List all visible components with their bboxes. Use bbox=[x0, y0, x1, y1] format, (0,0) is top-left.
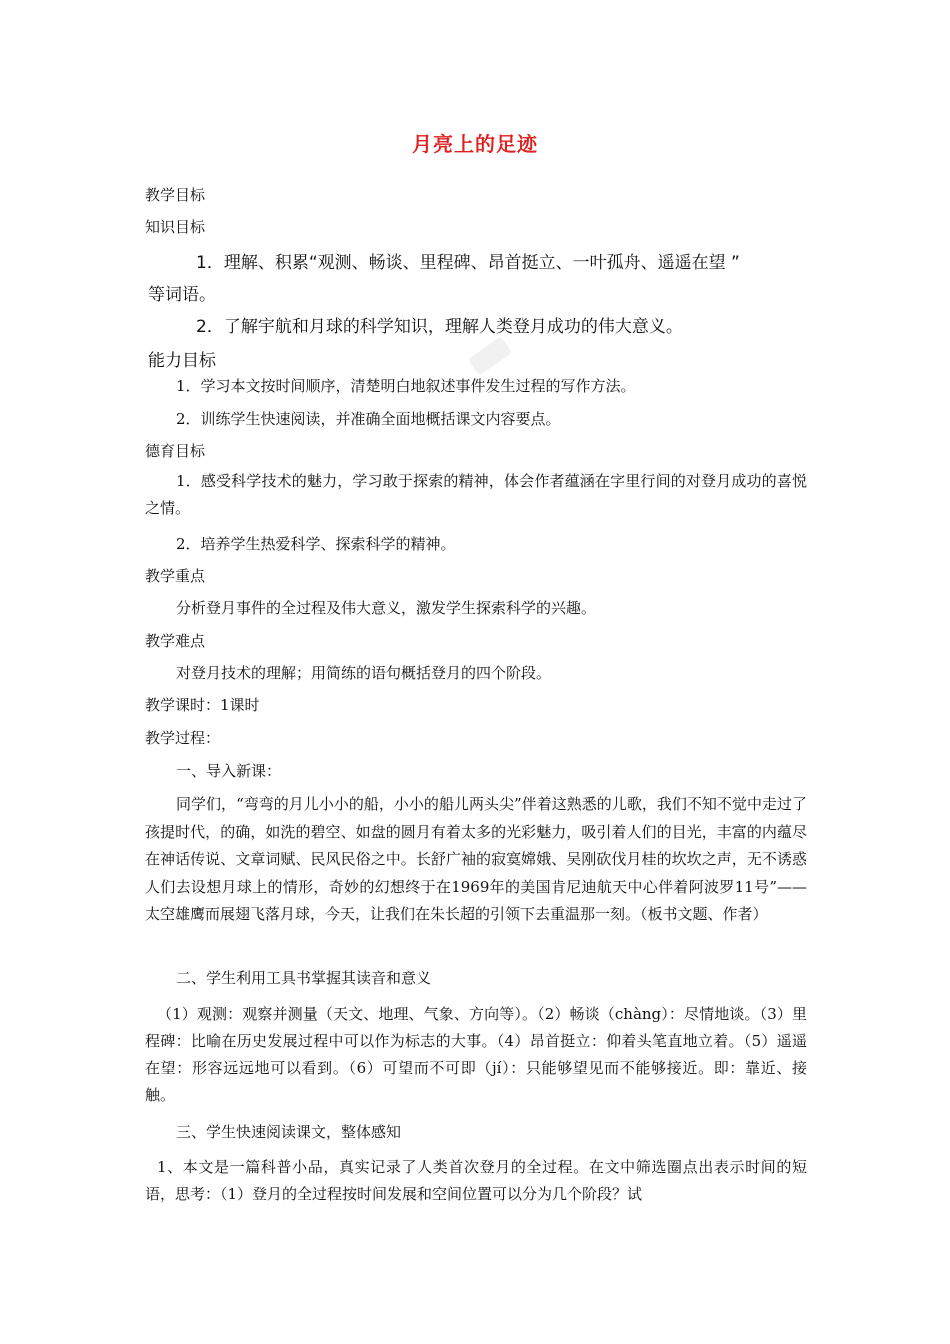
ability-item-1: 1．学习本文按时间顺序，清楚明白地叙述事件发生过程的写作方法。 bbox=[176, 377, 636, 395]
step-1-heading: 一、导入新课： bbox=[176, 762, 282, 780]
moral-heading: 德育目标 bbox=[145, 442, 206, 460]
moral-item-2: 2．培养学生热爱科学、探索科学的精神。 bbox=[176, 535, 456, 553]
knowledge-item-2: 2．了解宇航和月球的科学知识，理解人类登月成功的伟大意义。 bbox=[196, 317, 683, 337]
knowledge-item-1: 1．理解、积累“观测、畅谈、里程碑、昂首挺立、一叶孤舟、遥遥在望 ” bbox=[196, 253, 740, 273]
watermark-mark bbox=[468, 336, 512, 375]
step-2-heading: 二、学生利用工具书掌握其读音和意义 bbox=[176, 969, 432, 987]
moral-item-1: 1．感受科学技术的魅力，学习敢于探索的精神，体会作者蕴涵在字里行间的对登月成功的喜悦之情。 bbox=[145, 472, 807, 517]
key-point-heading: 教学重点 bbox=[145, 567, 206, 585]
key-point-text: 分析登月事件的全过程及伟大意义，激发学生探索科学的兴趣。 bbox=[176, 599, 597, 617]
knowledge-item-1-cont: 等词语。 bbox=[148, 285, 216, 305]
difficulty-heading: 教学难点 bbox=[145, 632, 206, 650]
step-3-text: 1、本文是一篇科普小品，真实记录了人类首次登月的全过程。在文中筛选圈点出表示时间的短语，思考：（1）登月的全过程按时间发展和空间位置可以分为几个阶段？试 bbox=[145, 1158, 807, 1203]
step-1-text: 同学们，“弯弯的月儿小小的船，小小的船儿两头尖”伴着这熟悉的儿歌，我们不知不觉中走过了孩提时代，的确，如洗的碧空、如盘的圆月有着太多的光彩魅力，吸引着人们的目光，丰富的内蕴尽在神话传说、文章词赋、民风民俗之中。长舒广袖的寂寞嫦娥、吴刚砍伐月桂的坎坎之声，无不诱惑人们去设想月球上的情形，奇妙的幻想终于在1969年的美国肯尼迪航天中心伴着阿波罗11号”——太空雄鹰而展翅飞落月球，今天，让我们在朱长超的引领下去重温那一刻。（板书文题、作者） bbox=[145, 795, 807, 923]
step-2-text: （1）观测：观察并测量（天文、地理、气象、方向等）。（2）畅谈（chàng）：尽情地谈。（3）里程碑：比喻在历史发展过程中可以作为标志的大事。（4）昂首挺立：仰着头笔直地立着。（5）遥遥在望：形容远远地可以看到。（6）可望而不可即（jí）：只能够望见而不能够接近。即：靠近、接触。 bbox=[145, 1005, 807, 1104]
difficulty-text: 对登月技术的理解；用简练的语句概括登月的四个阶段。 bbox=[176, 664, 552, 682]
knowledge-heading: 知识目标 bbox=[145, 218, 206, 236]
document-title: 月亮上的足迹 bbox=[412, 132, 538, 156]
step-3-heading: 三、学生快速阅读课文，整体感知 bbox=[176, 1123, 402, 1141]
process-heading: 教学过程： bbox=[145, 729, 221, 747]
ability-heading: 能力目标 bbox=[148, 351, 216, 371]
goals-heading: 教学目标 bbox=[145, 186, 206, 204]
ability-item-2: 2．训练学生快速阅读，并准确全面地概括课文内容要点。 bbox=[176, 410, 561, 428]
teaching-hours: 教学课时：1课时 bbox=[145, 696, 260, 714]
